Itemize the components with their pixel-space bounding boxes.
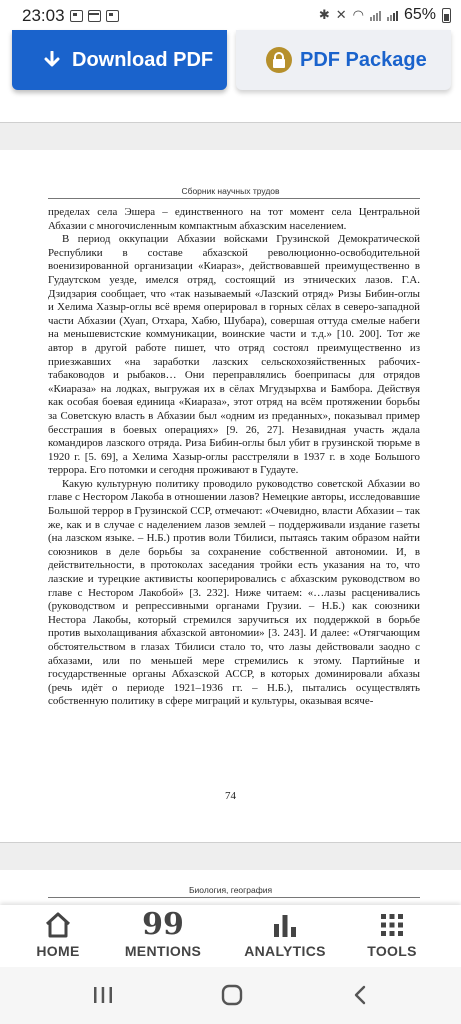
battery-percent: 65% (403, 6, 436, 23)
document-actions (0, 30, 461, 100)
signal-icon-2 (387, 9, 398, 21)
bluetooth-icon: ✱ (318, 7, 330, 23)
status-indicators (319, 6, 451, 24)
home-system-icon[interactable] (221, 984, 243, 1006)
paragraph-1: пределах села Эшера – единственного на тот момент села Центральной Абхазии с многочисленным компактным абхазским населением. (48, 206, 420, 232)
status-time: 23:03 (22, 6, 65, 25)
lock-icon (266, 47, 292, 73)
calendar-icon (88, 10, 101, 22)
running-head: Сборник научных трудов (181, 186, 280, 196)
notification-icons (70, 10, 119, 22)
page-gap-top (0, 122, 461, 150)
nav-home-label: HOME (36, 943, 80, 959)
mute-icon: ✕ (335, 7, 347, 23)
nav-tools[interactable] (337, 911, 447, 959)
document-text (48, 206, 420, 709)
pdf-package-label: PDF Package (300, 48, 427, 71)
recent-apps-icon[interactable] (92, 984, 114, 1006)
back-icon[interactable] (350, 984, 372, 1006)
status-bar (0, 0, 461, 34)
paragraph-2: В период оккупации Абхазии войсками Грузинской Демократической Республики в составе абхазской революционно-освободительной военизированной организации «Киараз», действовавшей преимущественно в Гудаутском уезде, имелся отряд, состоящий из этнических лазов. Г.А. Дзидзария сообщает, что «так называемый «Лазский отряд» Ризы Бибин-оглы и Хелима Хазыр-оглы всё время оперировал в горных сёлах в северо-западной части Абхазии (Хуап, Отхара, Хабю, Шубара), совершая оттуда смелые набеги на меньшевистские коммуникации, воинские части и т.д.» [10. 200]. Тот же автор в другой работе пишет, что отряд состоял преимущественно из приезжавших «на заработки лазских сельскохозяйственных рабочих-табаководов и рыбаков… Они переправлялись боеприпасы для отрядов «Киараза» на лодках, выгружая их в сёлах Мгудзырхва и Бамбора. Действуя как особая боевая единица «Киараза», этот отряд на всём протяжении борьбы за Советскую власть в Абхазии был «одним из преданных», показывал пример бесстрашия в боевых операциях» [9. 26, 27]. Незавидная участь ждала командиров лазского отряда. Риза Бибин-оглы был убит в грузинской тюрьме в 1920 г. [5. 69], а Хелима Хазыр-оглы расстреляли в 1937 г. в ходе Большого террора. Его потомки и сегодня проживают в Гудауте. (48, 233, 420, 477)
battery-icon (442, 8, 451, 23)
nav-mentions-label: MENTIONS (124, 943, 202, 959)
paragraph-3: Какую культурную политику проводило руководство советской Абхазии во главе с Нестором Лакоба в отношении лазов? Немецкие авторы, исследовавшие Большой террор в Грузинской ССР, отмечают: «Очевидно, власти Абхазии – так же, как и в случае с наделением лазов землей – поддерживали издание газеты (на лазском языке. – Н.Б.) против воли Тбилиси, пытаясь таким образом найти союзников в деле борьбы за сохранение собственной автономии. И, в действительности, в протоколах заседания тройки есть указания на то, что лазские и турецкие активисты кооперировались с абхазским руководством во главе с Нестором Лакобой» [3. 232]. Ниже читаем: «…лазы расценивались (руководством и репрессивными органами Грузии. – Н.Б.) как союзники Нестора Лакобы, который стремился заручиться их поддержкой в борьбе против выхолащивания абхазской автономии» [3. 243]. И далее: «Отягчающим обстоятельством в глазах Тбилиси стало то, что лазы действовали заодно с абхазами, или по меньшей мере стремились к этому. Партийные и государственные органы Абхазской АССР, в которых доминировали абхазы (речь идёт о периоде 1921–1936 гг. – Н.Б.), пытались осуществлять собственную политику в сфере миграций и культуры, оказывая всяче- (48, 477, 420, 708)
page-gap-bottom (0, 842, 461, 870)
system-navigation-bar (0, 967, 461, 1024)
wifi-icon: ◠ (352, 7, 364, 23)
quote-icon: 99 (142, 907, 184, 942)
image-icon (106, 10, 119, 22)
bar-chart-icon (270, 911, 300, 939)
home-icon (43, 911, 73, 939)
grid-icon (377, 911, 407, 939)
download-pdf-label: Download PDF (72, 48, 214, 71)
gallery-icon (70, 10, 83, 22)
download-pdf-button[interactable] (12, 30, 227, 90)
next-page-running-head: Биология, география (188, 885, 273, 895)
bottom-navigation (0, 905, 461, 967)
download-arrow-icon (44, 51, 60, 69)
nav-analytics-label: ANALYTICS (244, 943, 326, 959)
nav-mentions[interactable] (108, 907, 218, 959)
nav-home[interactable] (3, 911, 113, 959)
pdf-package-button[interactable] (236, 30, 451, 90)
nav-tools-label: TOOLS (367, 943, 417, 959)
nav-analytics[interactable] (230, 911, 340, 959)
signal-icon (370, 9, 381, 21)
page-number: 74 (225, 790, 236, 802)
next-page-head-rule (48, 897, 420, 898)
running-head-rule (48, 198, 420, 199)
